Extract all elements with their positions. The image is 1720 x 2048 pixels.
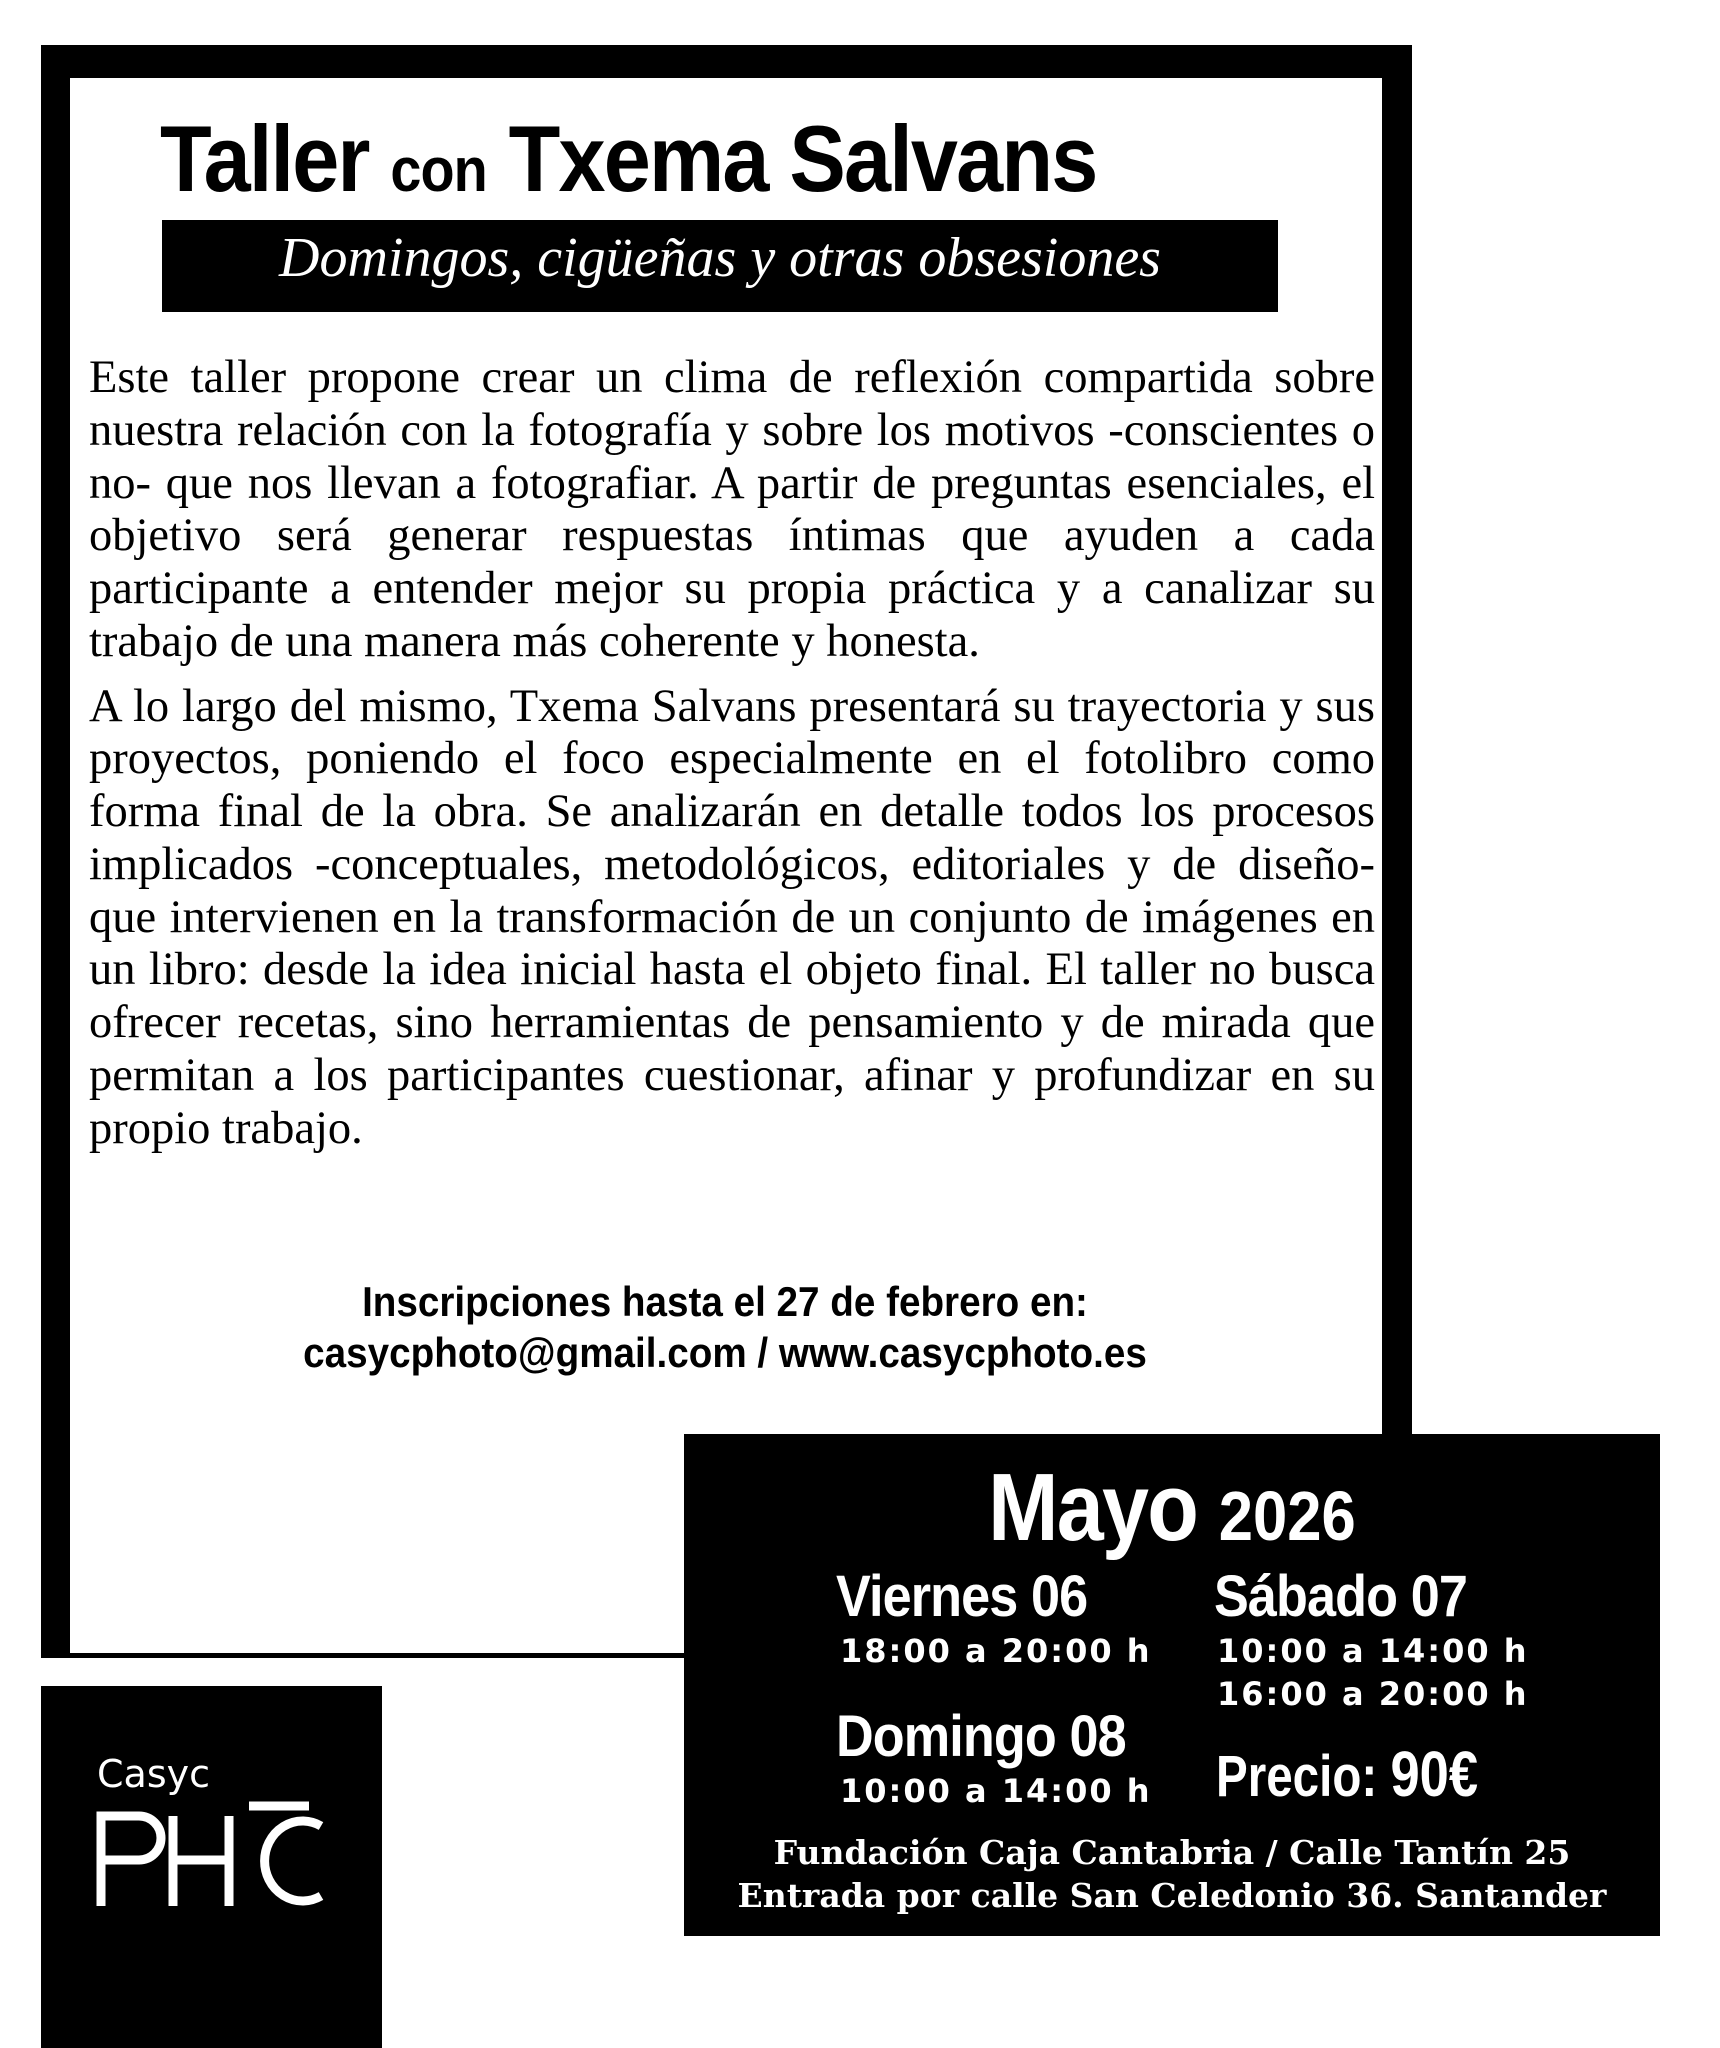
registration-contact[interactable]: casycphoto@gmail.com / www.casycphoto.es	[303, 1329, 1147, 1377]
description	[89, 352, 1375, 1167]
registration-deadline: Inscripciones hasta el 27 de febrero en:	[362, 1278, 1088, 1325]
address-line-2: Entrada por calle San Celedonio 36. Santander	[737, 1875, 1607, 1915]
month-heading	[743, 1454, 1602, 1561]
price-value: 90€	[1390, 1738, 1479, 1810]
month-name: Mayo	[988, 1454, 1198, 1561]
title-con: con	[390, 136, 487, 205]
venue-address	[684, 1832, 1660, 1918]
day-sabado: Sábado 07	[1214, 1564, 1468, 1629]
casyc-photo-logo	[41, 1686, 382, 2048]
day-domingo: Domingo 08	[836, 1704, 1126, 1769]
title-name: Txema Salvans	[508, 106, 1097, 211]
schedule-box	[684, 1434, 1660, 1936]
price	[1216, 1738, 1479, 1810]
hours-sabado-2: 16:00 a 20:00 h	[1217, 1675, 1529, 1713]
hours-domingo: 10:00 a 14:00 h	[840, 1772, 1152, 1810]
hours-sabado-1: 10:00 a 14:00 h	[1217, 1632, 1529, 1670]
day-viernes: Viernes 06	[836, 1564, 1088, 1629]
subtitle: Domingos, cigüeñas y otras obsesiones	[279, 227, 1161, 289]
logo-pho-text	[91, 1796, 331, 1935]
price-label: Precio:	[1216, 1744, 1378, 1809]
pho-logo-icon	[91, 1796, 331, 1916]
registration-info	[196, 1276, 1254, 1378]
description-paragraph-1: Este taller propone crear un clima de reflexión compartida sobre nuestra relación con la fotografía y sobre los motivos -conscientes o no- que nos llevan a fotografiar. A partir de preguntas esenciales, el objetivo será generar respuestas íntimas que ayuden a cada participante a entender mejor su propia práctica y a canalizar su trabajo de una manera más coherente y honesta.	[89, 352, 1375, 667]
month-year: 2026	[1218, 1477, 1356, 1555]
hours-viernes: 18:00 a 20:00 h	[840, 1632, 1152, 1670]
subtitle-bar	[162, 220, 1278, 312]
poster-title	[160, 106, 1195, 211]
description-paragraph-2: A lo largo del mismo, Txema Salvans presentará su trayectoria y sus proyectos, poniendo el foco especialmente en el fotolibro como forma final de la obra. Se analizarán en detalle todos los procesos implicados -conceptuales, metodológicos, editoriales y de diseño- que intervienen en la transformación de un conjunto de imágenes en un libro: desde la idea inicial hasta el objeto final. El taller no busca ofrecer recetas, sino herramientas de pensamiento y de mirada que permitan a los participantes cuestionar, afinar y profundizar en su propio trabajo.	[89, 680, 1375, 1154]
address-line-1: Fundación Caja Cantabria / Calle Tantín 25	[773, 1833, 1571, 1872]
logo-casyc-text: Casyc	[97, 1752, 210, 1796]
title-taller: Taller	[160, 106, 369, 211]
